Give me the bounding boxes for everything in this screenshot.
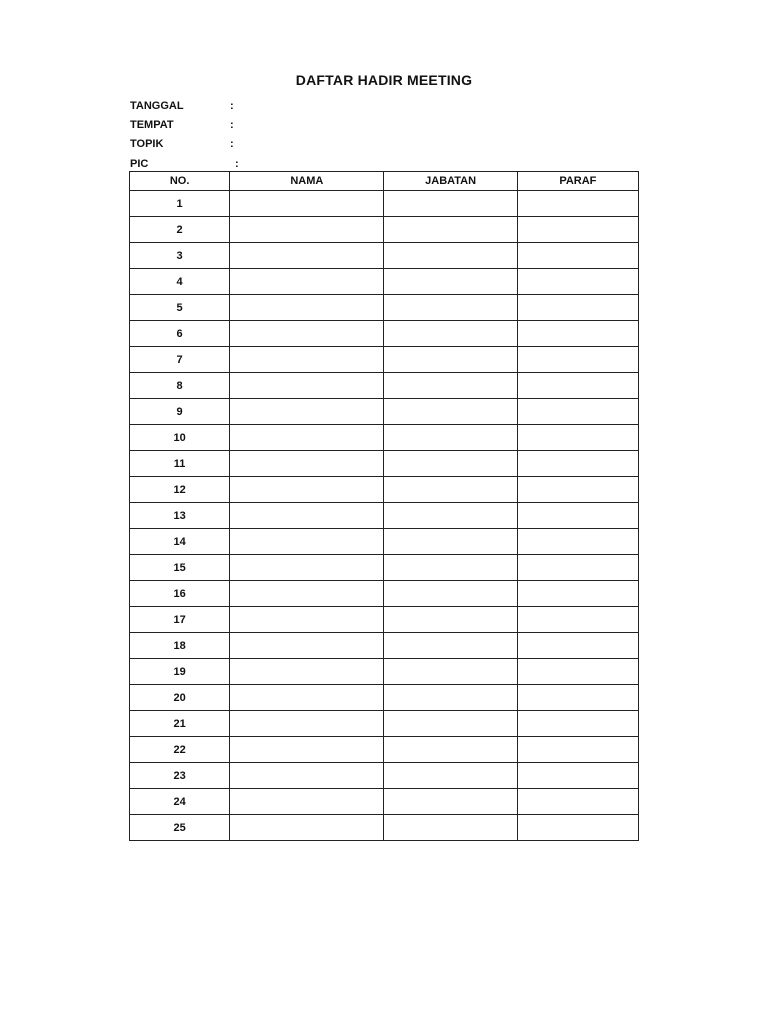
jabatan-cell bbox=[384, 659, 517, 685]
jabatan-cell bbox=[384, 269, 517, 295]
paraf-cell bbox=[517, 737, 638, 763]
paraf-cell bbox=[517, 477, 638, 503]
nama-cell bbox=[230, 763, 384, 789]
paraf-cell bbox=[517, 399, 638, 425]
jabatan-cell bbox=[384, 373, 517, 399]
table-header-row bbox=[130, 172, 639, 191]
nama-cell bbox=[230, 555, 384, 581]
nama-cell bbox=[230, 815, 384, 841]
paraf-cell bbox=[517, 269, 638, 295]
jabatan-cell bbox=[384, 477, 517, 503]
table-row bbox=[130, 503, 639, 529]
row-number: 1 bbox=[130, 191, 230, 217]
jabatan-cell bbox=[384, 243, 517, 269]
header-paraf: PARAF bbox=[517, 172, 638, 191]
nama-cell bbox=[230, 685, 384, 711]
nama-cell bbox=[230, 737, 384, 763]
paraf-cell bbox=[517, 191, 638, 217]
document-title: DAFTAR HADIR MEETING bbox=[295, 72, 473, 88]
paraf-cell bbox=[517, 321, 638, 347]
table-row bbox=[130, 477, 639, 503]
table-row bbox=[130, 321, 639, 347]
table-row bbox=[130, 815, 639, 841]
row-number: 9 bbox=[130, 399, 230, 425]
row-number: 21 bbox=[130, 711, 230, 737]
table-body bbox=[130, 191, 639, 841]
nama-cell bbox=[230, 789, 384, 815]
nama-cell bbox=[230, 659, 384, 685]
table-row bbox=[130, 217, 639, 243]
table-row bbox=[130, 763, 639, 789]
nama-cell bbox=[230, 425, 384, 451]
nama-cell bbox=[230, 477, 384, 503]
nama-cell bbox=[230, 711, 384, 737]
table-row bbox=[130, 399, 639, 425]
row-number: 2 bbox=[130, 217, 230, 243]
nama-cell bbox=[230, 191, 384, 217]
nama-cell bbox=[230, 295, 384, 321]
jabatan-cell bbox=[384, 425, 517, 451]
field-label: TEMPAT bbox=[130, 118, 174, 131]
jabatan-cell bbox=[384, 321, 517, 347]
row-number: 25 bbox=[130, 815, 230, 841]
row-number: 24 bbox=[130, 789, 230, 815]
table-row bbox=[130, 373, 639, 399]
field-separator: : bbox=[230, 138, 234, 151]
row-number: 23 bbox=[130, 763, 230, 789]
paraf-cell bbox=[517, 555, 638, 581]
jabatan-cell bbox=[384, 217, 517, 243]
paraf-cell bbox=[517, 711, 638, 737]
table-row bbox=[130, 425, 639, 451]
table-row bbox=[130, 685, 639, 711]
jabatan-cell bbox=[384, 711, 517, 737]
field-separator: : bbox=[230, 99, 234, 112]
row-number: 12 bbox=[130, 477, 230, 503]
row-number: 22 bbox=[130, 737, 230, 763]
row-number: 7 bbox=[130, 347, 230, 373]
paraf-cell bbox=[517, 373, 638, 399]
header-no: NO. bbox=[130, 172, 230, 191]
paraf-cell bbox=[517, 503, 638, 529]
nama-cell bbox=[230, 217, 384, 243]
jabatan-cell bbox=[384, 347, 517, 373]
row-number: 13 bbox=[130, 503, 230, 529]
paraf-cell bbox=[517, 789, 638, 815]
nama-cell bbox=[230, 503, 384, 529]
paraf-cell bbox=[517, 529, 638, 555]
attendance-table bbox=[129, 171, 639, 841]
jabatan-cell bbox=[384, 633, 517, 659]
table-row bbox=[130, 191, 639, 217]
table-row bbox=[130, 347, 639, 373]
nama-cell bbox=[230, 607, 384, 633]
paraf-cell bbox=[517, 607, 638, 633]
table-row bbox=[130, 295, 639, 321]
paraf-cell bbox=[517, 243, 638, 269]
header-jabatan: JABATAN bbox=[384, 172, 517, 191]
paraf-cell bbox=[517, 451, 638, 477]
field-label: TANGGAL bbox=[130, 99, 184, 112]
table-row bbox=[130, 659, 639, 685]
jabatan-cell bbox=[384, 399, 517, 425]
field-topik bbox=[130, 135, 239, 154]
jabatan-cell bbox=[384, 191, 517, 217]
row-number: 16 bbox=[130, 581, 230, 607]
field-tempat bbox=[130, 115, 239, 134]
row-number: 19 bbox=[130, 659, 230, 685]
paraf-cell bbox=[517, 217, 638, 243]
table-row bbox=[130, 581, 639, 607]
jabatan-cell bbox=[384, 529, 517, 555]
paraf-cell bbox=[517, 581, 638, 607]
paraf-cell bbox=[517, 685, 638, 711]
nama-cell bbox=[230, 399, 384, 425]
nama-cell bbox=[230, 269, 384, 295]
nama-cell bbox=[230, 581, 384, 607]
jabatan-cell bbox=[384, 607, 517, 633]
nama-cell bbox=[230, 529, 384, 555]
jabatan-cell bbox=[384, 295, 517, 321]
row-number: 4 bbox=[130, 269, 230, 295]
table-row bbox=[130, 451, 639, 477]
row-number: 15 bbox=[130, 555, 230, 581]
row-number: 10 bbox=[130, 425, 230, 451]
row-number: 5 bbox=[130, 295, 230, 321]
table-row bbox=[130, 607, 639, 633]
row-number: 17 bbox=[130, 607, 230, 633]
jabatan-cell bbox=[384, 763, 517, 789]
field-tanggal bbox=[130, 96, 239, 115]
row-number: 3 bbox=[130, 243, 230, 269]
jabatan-cell bbox=[384, 685, 517, 711]
row-number: 8 bbox=[130, 373, 230, 399]
table-row bbox=[130, 633, 639, 659]
jabatan-cell bbox=[384, 555, 517, 581]
field-separator: : bbox=[230, 118, 234, 131]
row-number: 14 bbox=[130, 529, 230, 555]
nama-cell bbox=[230, 243, 384, 269]
table-row bbox=[130, 269, 639, 295]
nama-cell bbox=[230, 373, 384, 399]
table-row bbox=[130, 555, 639, 581]
paraf-cell bbox=[517, 763, 638, 789]
meeting-info bbox=[130, 96, 239, 173]
paraf-cell bbox=[517, 295, 638, 321]
paraf-cell bbox=[517, 815, 638, 841]
row-number: 11 bbox=[130, 451, 230, 477]
paraf-cell bbox=[517, 633, 638, 659]
table-row bbox=[130, 789, 639, 815]
table-row bbox=[130, 243, 639, 269]
nama-cell bbox=[230, 347, 384, 373]
jabatan-cell bbox=[384, 581, 517, 607]
jabatan-cell bbox=[384, 451, 517, 477]
paraf-cell bbox=[517, 425, 638, 451]
field-separator: : bbox=[235, 157, 239, 170]
table-row bbox=[130, 529, 639, 555]
paraf-cell bbox=[517, 347, 638, 373]
jabatan-cell bbox=[384, 503, 517, 529]
nama-cell bbox=[230, 633, 384, 659]
jabatan-cell bbox=[384, 815, 517, 841]
row-number: 6 bbox=[130, 321, 230, 347]
table-row bbox=[130, 711, 639, 737]
field-label: PIC bbox=[130, 157, 149, 170]
header-nama: NAMA bbox=[230, 172, 384, 191]
row-number: 18 bbox=[130, 633, 230, 659]
jabatan-cell bbox=[384, 737, 517, 763]
field-label: TOPIK bbox=[130, 138, 164, 151]
nama-cell bbox=[230, 321, 384, 347]
table-row bbox=[130, 737, 639, 763]
jabatan-cell bbox=[384, 789, 517, 815]
nama-cell bbox=[230, 451, 384, 477]
paraf-cell bbox=[517, 659, 638, 685]
row-number: 20 bbox=[130, 685, 230, 711]
